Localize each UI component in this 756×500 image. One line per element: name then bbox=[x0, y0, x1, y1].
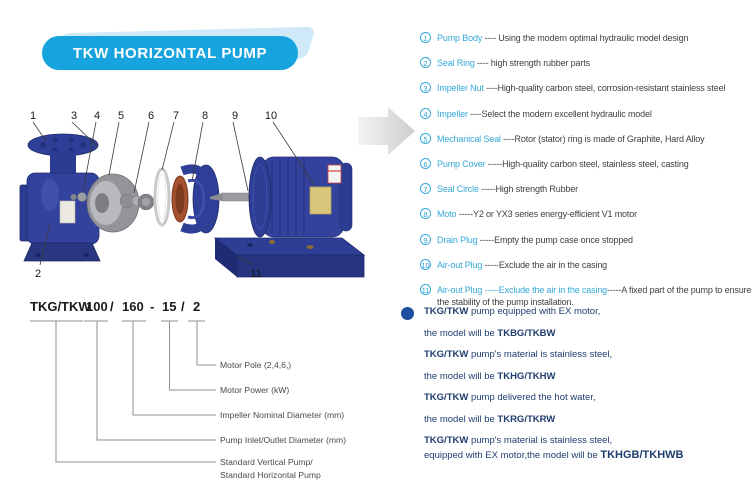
note-line: the model will be TKRG/TKRW bbox=[424, 413, 556, 425]
callout-line-7 bbox=[162, 122, 174, 170]
part-item-4 bbox=[420, 108, 754, 120]
callout-3: 3 bbox=[70, 110, 78, 122]
callout-line-9 bbox=[233, 122, 248, 191]
model-label-motor-pole: Motor Pole (2,4,6,) bbox=[220, 360, 292, 370]
model-code-segment: / bbox=[110, 299, 114, 314]
part-item-11 bbox=[420, 284, 754, 308]
part-item-7 bbox=[420, 183, 754, 195]
model-label-inlet-outlet: Pump Inlet/Outlet Diameter (mm) bbox=[220, 435, 347, 445]
callout-line-5 bbox=[109, 122, 119, 175]
part-number-badge: 10 bbox=[421, 260, 430, 270]
part-description: -----High-quality carbon steel, stainless steel, casting bbox=[487, 158, 689, 169]
model-code-segment: 15 bbox=[162, 299, 177, 314]
model-code-segment: / bbox=[181, 299, 185, 314]
part-number-badge: 11 bbox=[421, 285, 430, 295]
part-item-3 bbox=[420, 82, 754, 94]
callout-line-6 bbox=[134, 122, 149, 193]
part-name: Seal Ring bbox=[437, 58, 478, 69]
callout-7: 7 bbox=[172, 110, 180, 122]
part-item-10 bbox=[420, 259, 754, 271]
part-description: ---- Using the modern optimal hydraulic model design bbox=[484, 33, 689, 43]
bullet-icon bbox=[401, 307, 414, 320]
model-code-segment: TKG/TKW bbox=[30, 299, 91, 314]
part-item-6 bbox=[420, 158, 754, 170]
model-label-motor-power: Motor Power (kW) bbox=[220, 385, 290, 395]
note-line: TKG/TKW pump's material is stainless steel, bbox=[424, 435, 613, 446]
motor-nameplate bbox=[310, 187, 331, 214]
callout-8: 8 bbox=[201, 110, 209, 122]
callout-1: 1 bbox=[29, 110, 37, 122]
part-number-badge: 4 bbox=[420, 108, 431, 119]
page-title: TKW HORIZONTAL PUMP bbox=[72, 44, 268, 62]
model-label-pump-type-1: Standard Vertical Pump/ bbox=[220, 457, 313, 467]
variant-notes bbox=[424, 306, 754, 472]
arrow-right-icon bbox=[358, 107, 415, 155]
model-code-segment: 2 bbox=[193, 299, 201, 314]
note-line: TKG/TKW pump equipped with EX motor, bbox=[424, 306, 601, 317]
model-code-segment: - bbox=[150, 299, 155, 314]
part-item-1 bbox=[420, 32, 754, 44]
part-name: Moto bbox=[437, 209, 459, 220]
part-name: Impeller Nut bbox=[437, 83, 487, 94]
model-code-segment: 160 bbox=[122, 299, 144, 314]
note-line: TKG/TKW pump delivered the hot water, bbox=[424, 392, 596, 403]
part-description: ----High-quality carbon steel, corrosion-resistant stainless steel bbox=[486, 83, 726, 94]
part-description: ----Select the modern excellent hydraulic model bbox=[470, 108, 652, 119]
part-description: ---- high strength rubber parts bbox=[477, 58, 590, 69]
part-number-badge: 5 bbox=[420, 133, 431, 144]
part-description: -----Exclude the air in the casing bbox=[484, 259, 608, 270]
part-number-badge: 9 bbox=[420, 234, 431, 245]
note-line: equipped with EX motor,the model will be TKHGB/TKHWB bbox=[424, 449, 684, 461]
motor-base-part bbox=[215, 238, 364, 277]
title-banner bbox=[42, 36, 298, 70]
callout-11: 11 bbox=[250, 268, 262, 280]
note-line: TKG/TKW pump's material is stainless steel, bbox=[424, 349, 613, 360]
model-label-pump-type-2: Standard Horizontal Pump bbox=[220, 470, 321, 480]
part-item-5 bbox=[420, 133, 754, 145]
parts-list bbox=[420, 32, 754, 321]
part-description: -----Empty the pump case once stopped bbox=[479, 234, 633, 245]
part-name: Drain Plug bbox=[437, 234, 480, 245]
part-name: Seal Circle bbox=[437, 184, 482, 195]
part-name: Impeller bbox=[437, 108, 471, 119]
callout-9: 9 bbox=[231, 110, 239, 122]
callout-4: 4 bbox=[93, 110, 101, 122]
part-description: ----Rotor (stator) ring is made of Graphite, Hard Alloy bbox=[503, 133, 705, 144]
model-code-callout-diagram bbox=[20, 318, 380, 493]
callout-6: 6 bbox=[147, 110, 155, 122]
motor-sticker bbox=[328, 165, 341, 183]
callout-2: 2 bbox=[34, 268, 42, 280]
note-line: the model will be TKBG/TKBW bbox=[424, 327, 556, 339]
model-label-impeller-diameter: Impeller Nominal Diameter (mm) bbox=[220, 410, 345, 420]
part-name: Air-out Plug bbox=[437, 259, 485, 270]
part-description: -----Y2 or YX3 series energy-efficient V1 motor bbox=[458, 209, 637, 220]
part-name: Mechanical Seal bbox=[437, 133, 504, 144]
part-number-badge: 3 bbox=[420, 82, 431, 93]
part-number-badge: 7 bbox=[420, 183, 431, 194]
part-name: Pump Body bbox=[437, 33, 485, 43]
part-name: Pump Cover bbox=[437, 158, 488, 169]
model-code-segment: 100 bbox=[86, 299, 108, 314]
part-item-9 bbox=[420, 234, 754, 246]
part-description: -----High strength Rubber bbox=[481, 184, 579, 195]
part-number-badge: 6 bbox=[420, 158, 431, 169]
callout-10: 10 bbox=[264, 110, 278, 122]
part-description: -----A fixed part of the pump to ensure the stability of the pump installation. bbox=[437, 284, 752, 307]
part-item-8 bbox=[420, 208, 754, 220]
part-number-badge: 2 bbox=[420, 57, 431, 68]
part-item-2 bbox=[420, 57, 754, 69]
pump-exploded-diagram bbox=[10, 95, 430, 290]
motor-part bbox=[249, 157, 352, 237]
part-number-badge: 1 bbox=[420, 32, 431, 43]
part-number-badge: 8 bbox=[420, 208, 431, 219]
callout-5: 5 bbox=[117, 110, 125, 122]
seal-circle-part bbox=[155, 169, 169, 225]
note-line: the model will be TKHG/TKHW bbox=[424, 370, 556, 382]
part-name: Air-out Plug -----Exclude the air in the casing bbox=[437, 284, 608, 295]
